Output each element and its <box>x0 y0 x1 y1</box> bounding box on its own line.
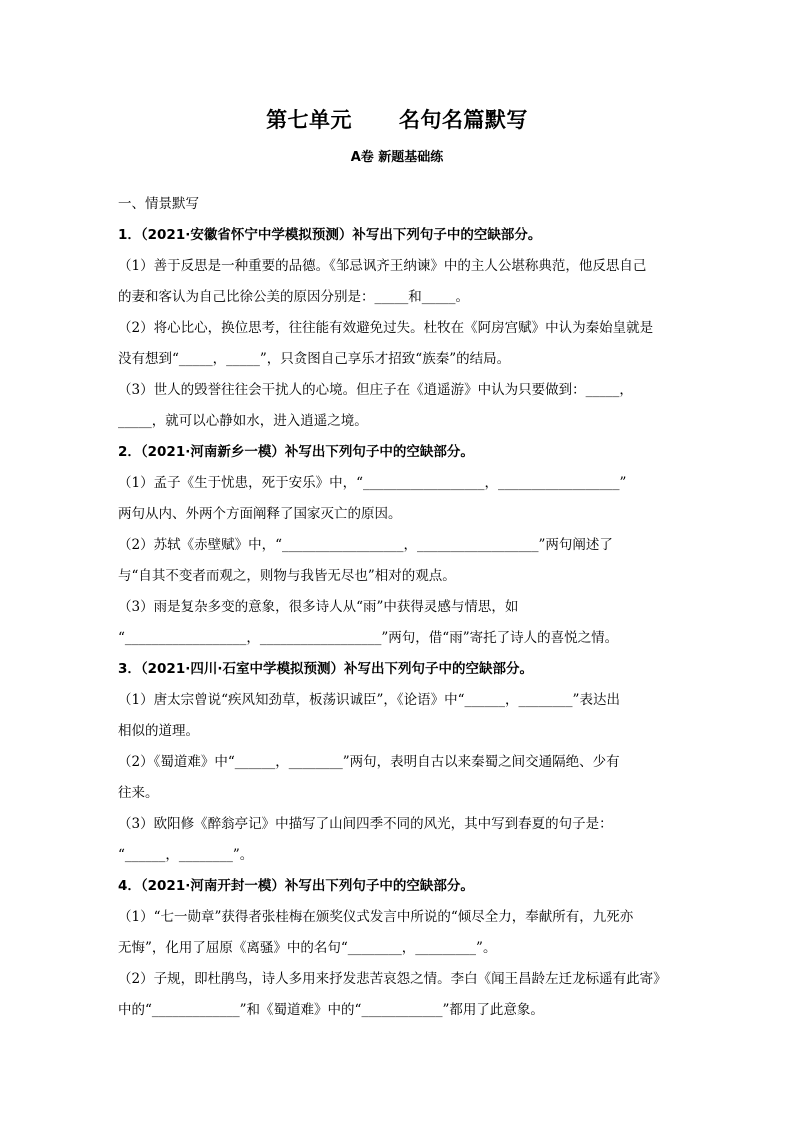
question-line: “______，________”。 <box>118 847 254 863</box>
question-line: 中的“_____________”和《蜀道难》中的“____________”都用了此意象。 <box>118 1002 544 1018</box>
question-line: （1）唐太宗曾说“疾风知劲草，板荡识诚臣”，《论语》中“______，________”表达出 <box>118 692 620 708</box>
question-1-heading: 1．（2021·安徽省怀宁中学模拟预测）补写出下列句子中的空缺部分。 <box>118 227 542 243</box>
question-line: （1）善于反思是一种重要的品德。《邹忌讽齐王纳谏》中的主人公堪称典范，他反思自己 <box>118 258 647 274</box>
question-line: _____，就可以心静如水，进入逍遥之境。 <box>118 413 368 429</box>
question-3-heading: 3．（2021·四川·石室中学模拟预测）补写出下列句子中的空缺部分。 <box>118 661 533 677</box>
question-line: 两句从内、外两个方面阐释了国家灭亡的原因。 <box>118 506 402 522</box>
question-line: （1）“七一勋章”获得者张桂梅在颁奖仪式发言中所说的“倾尽全力，奉献所有，九死亦 <box>118 909 634 925</box>
question-line: 与“自其不变者而观之，则物与我皆无尽也”相对的观点。 <box>118 568 456 584</box>
question-line: 的妻和客认为自己比徐公美的原因分别是：_____和_____。 <box>118 289 469 305</box>
question-line: （3）世人的毁誉往往会干扰人的心境。但庄子在《逍遥游》中认为只要做到：_____， <box>118 382 633 398</box>
question-line: 往来。 <box>118 785 159 801</box>
question-line: （2）子规，即杜鹃鸟，诗人多用来抒发悲苦哀怨之情。李白《闻王昌龄左迁龙标遥有此寄》 <box>118 971 667 987</box>
question-line: （3）雨是复杂多变的意象，很多诗人从“雨”中获得灵感与情思，如 <box>118 599 519 615</box>
question-line: 相似的道理。 <box>118 723 199 739</box>
question-2-heading: 2．（2021·河南新乡一模）补写出下列句子中的空缺部分。 <box>118 444 474 460</box>
question-line: （2）苏轼《赤壁赋》中，“__________________，__________________”两句阐述了 <box>118 537 613 553</box>
section-heading: 一、情景默写 <box>118 196 199 212</box>
question-line: （3）欧阳修《醉翁亭记》中描写了山间四季不同的风光，其中写到春夏的句子是： <box>118 816 613 832</box>
page-subtitle: A卷 新题基础练 <box>350 150 444 165</box>
question-line: “__________________，__________________”两句，借“雨”寄托了诗人的喜悦之情。 <box>118 630 619 646</box>
question-line: 没有想到“_____，_____”，只贪图自己享乐才招致“族秦”的结局。 <box>118 351 511 367</box>
question-line: （2）将心比心，换位思考，往往能有效避免过失。杜牧在《阿房宫赋》中认为秦始皇就是 <box>118 320 654 336</box>
question-4-heading: 4．（2021·河南开封一模）补写出下列句子中的空缺部分。 <box>118 878 474 894</box>
question-line: （2）《蜀道难》中“______，________”两句，表明自古以来秦蜀之间交通隔绝、少有 <box>118 754 620 770</box>
page-title: 第七单元 名句名篇默写 <box>266 108 528 132</box>
question-line: （1）孟子《生于忧患，死于安乐》中，“__________________，__________________” <box>118 475 627 491</box>
question-line: 无悔”，化用了屈原《离骚》中的名句“________，_________”。 <box>118 940 497 956</box>
